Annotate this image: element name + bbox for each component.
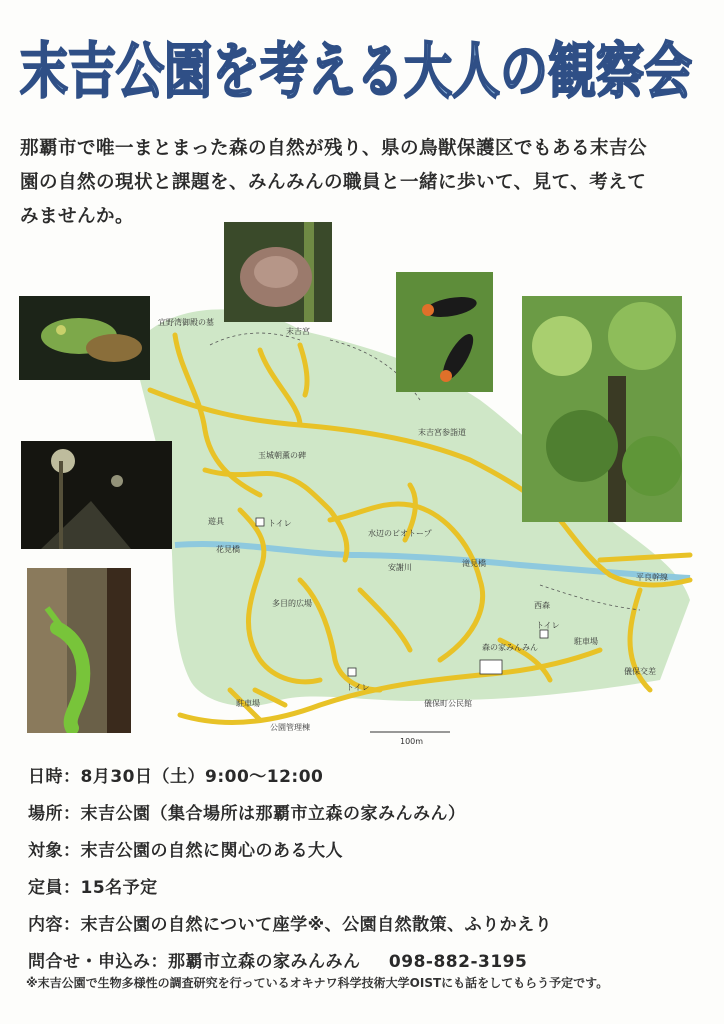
title-text: 末吉公園を考える大人の観察会	[20, 37, 692, 107]
map-label-asatogawa: 安謝川	[388, 563, 412, 572]
map-label-parking1: 駐車場	[574, 637, 598, 646]
map-label-yugu: 遊具	[208, 517, 224, 526]
map-label-gihokosaten: 儀保交差	[624, 667, 656, 676]
map-label-sando: 末吉宮参詣道	[418, 428, 466, 437]
info-content: 内容：末吉公園の自然について座学※、公園自然散策、ふりかえり	[28, 915, 553, 935]
night-path-photo	[21, 441, 172, 549]
map-label-toilet3: トイレ	[346, 683, 370, 692]
forest-photo	[522, 296, 682, 522]
map-label-toilet2: トイレ	[536, 621, 560, 630]
info-capacity: 定員：15名予定	[28, 878, 158, 898]
map-label-tamagusuku: 玉城朝薫の碑	[258, 451, 306, 460]
map-label-biotope: 水辺のビオトープ	[368, 529, 432, 538]
lizard-image	[27, 568, 131, 733]
info-place: 場所：末吉公園（集合場所は那覇市立森の家みんみん）	[28, 804, 466, 824]
firefly-image	[396, 272, 493, 392]
intro-line: 那覇市で唯一まとまった森の自然が残り、県の鳥獣保護区でもある末吉公	[20, 138, 648, 159]
map-label-takimibashi: 滝見橋	[462, 559, 486, 568]
moth-photo	[224, 222, 332, 322]
intro-paragraph	[20, 132, 710, 234]
map-label-sueyoshigu: 末吉宮	[286, 327, 310, 336]
lizard-photo	[27, 568, 131, 733]
map-label-tomb: 宜野湾御殿の墓	[158, 318, 214, 327]
footnote: ※末吉公園で生物多様性の調査研究を行っているオキナワ科学技術大学OISTにも話をしてもらう予定です。	[26, 976, 609, 990]
map-label-heiryo: 平良幹線	[636, 573, 668, 582]
contact-phone: 098-882-3195	[388, 952, 528, 972]
info-target: 対象：末吉公園の自然に関心のある大人	[28, 841, 343, 861]
frog-image	[19, 296, 150, 380]
toilet-marker	[348, 668, 356, 676]
page-title	[18, 22, 708, 112]
map-label-gihokominkan: 儀保町公民館	[424, 699, 472, 708]
event-info	[28, 762, 708, 984]
frogs-photo	[19, 296, 150, 380]
intro-line: 園の自然の現状と課題を、みんみんの職員と一緒に歩いて、見て、考えて	[20, 172, 647, 193]
map-label-kanritou: 公園管理棟	[270, 723, 310, 732]
toilet-marker	[540, 630, 548, 638]
info-date: 日時：8月30日（土）9:00〜12:00	[28, 767, 324, 787]
map-label-toilet1: トイレ	[268, 519, 292, 528]
building-marker	[480, 660, 502, 674]
map-label-morinoie: 森の家みんみん	[482, 643, 538, 652]
forest-image	[522, 296, 682, 522]
contact-label: 問合せ・申込み：那覇市立森の家みんみん	[28, 952, 361, 972]
map-label-hanamibashi: 花見橋	[216, 545, 240, 554]
fireflies-photo	[396, 272, 493, 392]
night-image	[21, 441, 172, 549]
map-label-tamokuteki: 多目的広場	[272, 599, 312, 608]
moth-image	[224, 222, 332, 322]
scale-label: 100m	[400, 737, 424, 746]
map-label-parking2: 駐車場	[236, 699, 260, 708]
intro-line: みませんか。	[20, 206, 135, 227]
toilet-marker	[256, 518, 264, 526]
map-label-nishimori: 西森	[534, 601, 550, 610]
